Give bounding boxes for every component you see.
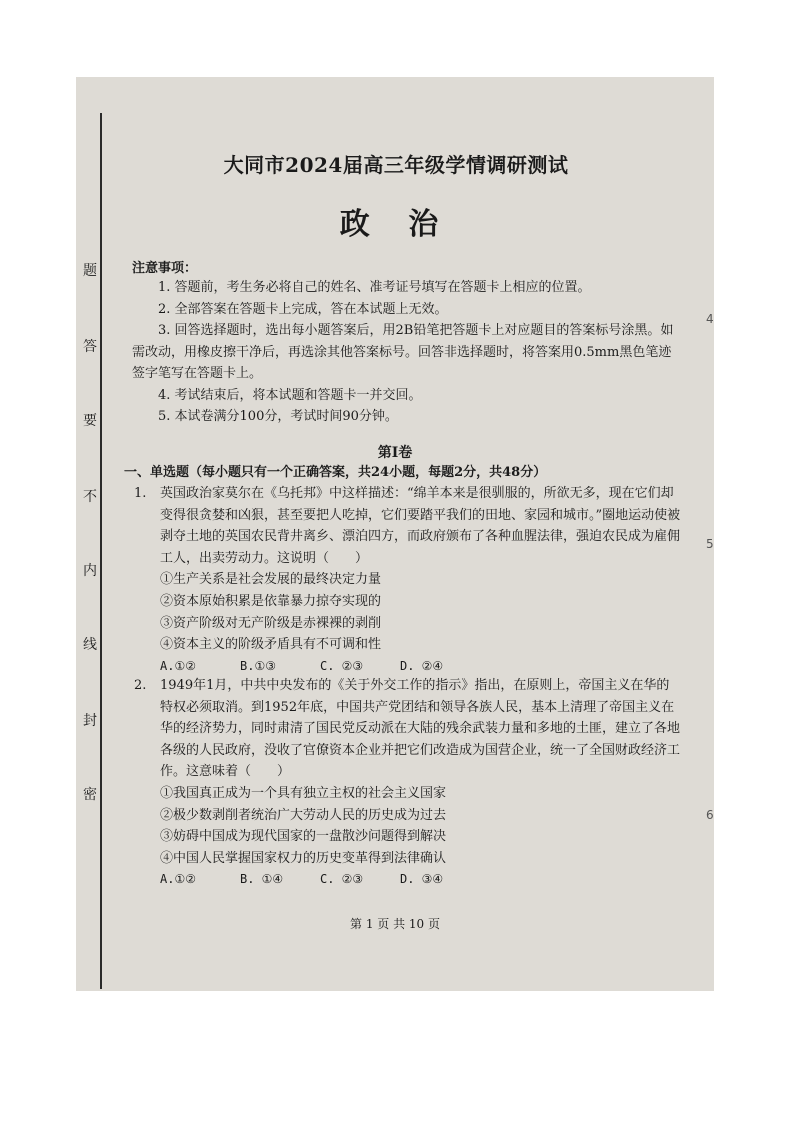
seal-char: 内 xyxy=(83,563,97,579)
answer-choices xyxy=(134,869,682,891)
question-text: 1949年1月，中共中央发布的《关于外交工作的指示》指出，在原则上，帝国主义在华的特权必须取消。到1952年底，中国共产党团结和领导各族人民，基本上清理了帝国主义在华的经济势力，同时肃清了国民党反动派在大陆的残余武装力量和多地的土匪，建立了各地各级的人民政府，没收了官僚资本企业并把它们改造成为国营企业，统一了全国财政经济工作。这意味着（ ） xyxy=(160,678,681,780)
edge-page-number: 6 xyxy=(706,808,714,822)
exam-page xyxy=(76,77,714,991)
answer-choice: C. ②③ xyxy=(320,872,364,887)
question-option: ①生产关系是社会发展的最终决定力量 xyxy=(160,572,382,588)
answer-choice: D. ②④ xyxy=(400,658,444,673)
question-option: ④中国人民掌握国家权力的历史变革得到法律确认 xyxy=(160,850,447,866)
seal-char: 要 xyxy=(83,413,97,429)
question-stem xyxy=(134,675,682,783)
exam-title: 大同市2024届高三年级学情调研测试 xyxy=(223,153,569,177)
seal-char: 题 xyxy=(83,263,97,279)
question-option: ②极少数剥削者统治广大劳动人民的历史成为过去 xyxy=(160,807,447,823)
question-option: ③妨碍中国成为现代国家的一盘散沙问题得到解决 xyxy=(160,829,447,845)
question-number: 1. xyxy=(134,486,147,501)
question-number: 2. xyxy=(134,678,147,693)
edge-page-number: 5 xyxy=(706,537,714,551)
question-option: ②资本原始积累是依靠暴力掠夺实现的 xyxy=(160,593,382,609)
notice-heading: 注意事项： xyxy=(132,261,198,276)
page-footer: 第 1 页 共 10 页 xyxy=(350,917,440,931)
notice-item: 3. 回答选择题时，选出每小题答案后，用2B铅笔把答题卡上对应题目的答案标号涂黑。如需改动，用橡皮擦干净后，再选涂其他答案标号。回答非选择题时，将答案用0.5mm黑色笔迹签字笔写在答题卡上。 xyxy=(132,323,674,381)
question-text: 英国政治家莫尔在《乌托邦》中这样描述：“绵羊本来是很驯服的，所欲无多，现在它们却变得很贪婪和凶狠，甚至要把人吃掉，它们要踏平我们的田地、家园和城市。”圈地运动使被剥夺土地的英国农民背井离乡、漂泊四方，而政府颁布了各种血腥法律，强迫农民成为雇佣工人，出卖劳动力。这说明（ ） xyxy=(160,486,681,566)
question-option: ③资产阶级对无产阶级是赤裸裸的剥削 xyxy=(160,615,382,631)
notice-item: 1. 答题前，考生务必将自己的姓名、准考证号填写在答题卡上相应的位置。 xyxy=(158,280,591,295)
notice-list xyxy=(132,277,680,428)
seal-char: 密 xyxy=(83,787,97,803)
seal-char: 答 xyxy=(83,339,97,355)
seal-char: 不 xyxy=(83,489,97,505)
notice-item: 4. 考试结束后，将本试题和答题卡一并交回。 xyxy=(158,387,422,403)
notice-item: 5. 本试卷满分100分，考试时间90分钟。 xyxy=(158,409,398,424)
question-2 xyxy=(134,675,682,891)
subject-title: 政 治 xyxy=(339,207,453,242)
binding-line xyxy=(100,113,102,989)
question-stem xyxy=(134,483,682,569)
answer-choice: D. ③④ xyxy=(400,872,444,887)
seal-char: 线 xyxy=(83,637,97,653)
notice-item: 2. 全部答案在答题卡上完成，答在本试题上无效。 xyxy=(158,301,448,317)
answer-choice: B.①③ xyxy=(240,658,276,673)
question-option: ①我国真正成为一个具有独立主权的社会主义国家 xyxy=(160,785,447,801)
question-option: ④资本主义的阶级矛盾具有不可调和性 xyxy=(160,637,382,653)
part-heading: 第Ⅰ卷 xyxy=(377,445,413,461)
answer-choice: A.①② xyxy=(160,658,196,673)
seal-char: 封 xyxy=(83,713,97,729)
question-1 xyxy=(134,483,682,677)
edge-page-number: 4 xyxy=(706,312,714,326)
section-heading: 一、单选题（每小题只有一个正确答案，共24小题，每题2分，共48分） xyxy=(124,465,547,480)
answer-choice: A.①② xyxy=(160,872,196,887)
answer-choice: B. ①④ xyxy=(240,872,284,887)
answer-choice: C. ②③ xyxy=(320,658,364,673)
